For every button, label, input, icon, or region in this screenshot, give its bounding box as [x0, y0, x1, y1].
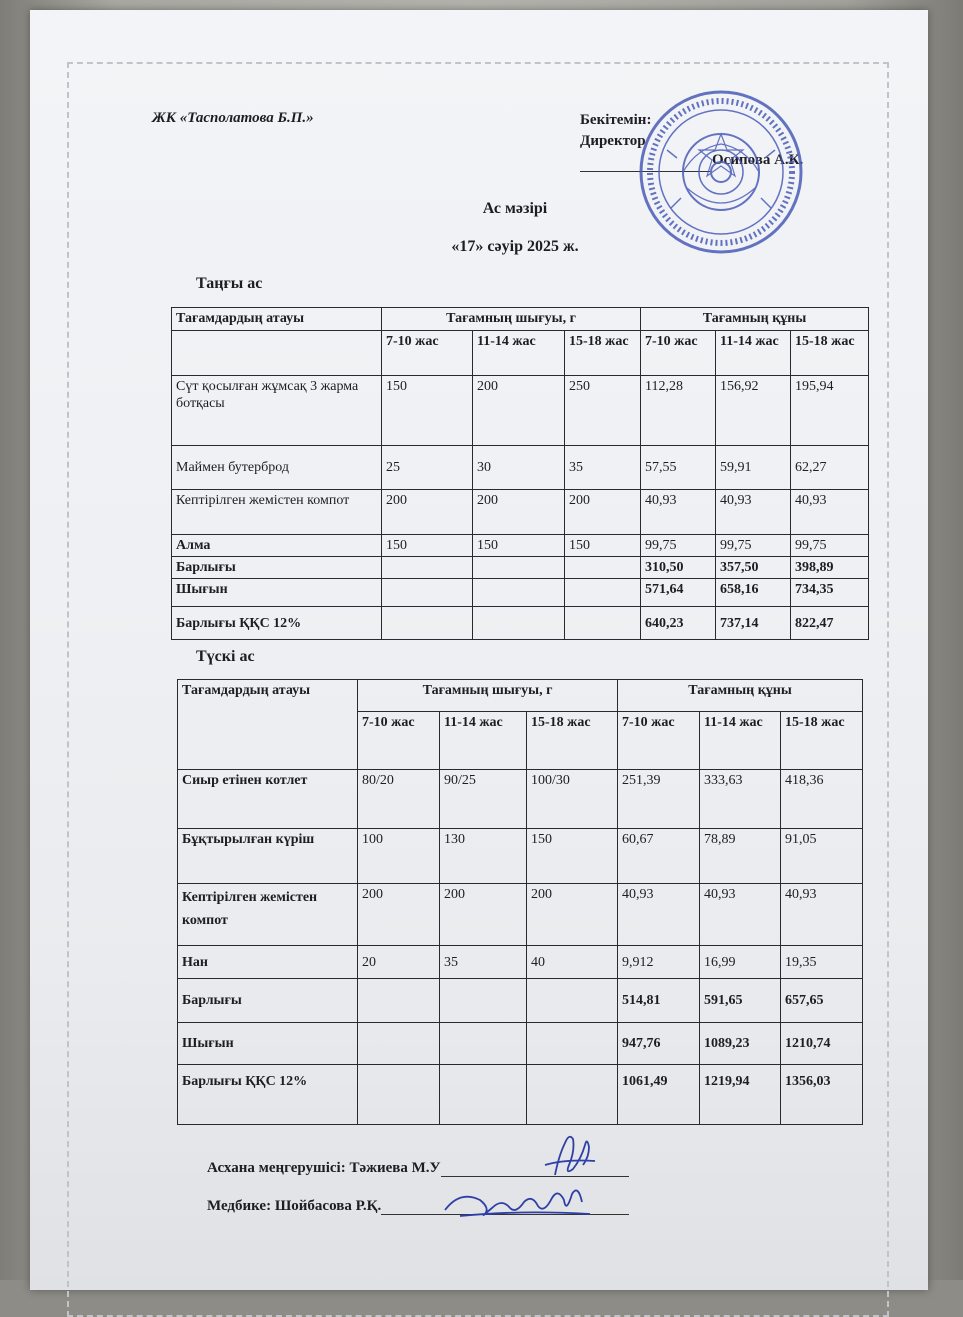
total-vat-label: Барлығы ҚҚС 12%: [172, 607, 382, 640]
dish-name: Нан: [178, 946, 358, 979]
age-header: 11-14 жас: [700, 712, 781, 770]
cell-value: 62,27: [791, 446, 869, 490]
cell-value: 99,75: [641, 535, 716, 557]
cell-value: 130: [440, 829, 527, 884]
col-header-name: Тағамдардың атауы: [178, 680, 358, 770]
cell-value: 822,47: [791, 607, 869, 640]
table-row: [178, 979, 863, 1023]
cell-value: [473, 557, 565, 579]
age-header: 7-10 жас: [641, 331, 716, 376]
cell-value: [527, 1023, 618, 1065]
cell-value: 150: [527, 829, 618, 884]
expense-label: Шығын: [172, 579, 382, 607]
dish-name: Маймен бутерброд: [172, 446, 382, 490]
dish-name: Бұқтырылған күріш: [178, 829, 358, 884]
cell-value: 1089,23: [700, 1023, 781, 1065]
cell-value: 90/25: [440, 770, 527, 829]
cell-value: 640,23: [641, 607, 716, 640]
cell-value: 40,93: [641, 490, 716, 535]
director-name: Осипова А.К.: [712, 152, 804, 168]
cell-value: 418,36: [781, 770, 863, 829]
cell-value: 156,92: [716, 376, 791, 446]
official-stamp: [637, 88, 805, 256]
cell-value: [358, 1023, 440, 1065]
age-header: 15-18 жас: [791, 331, 869, 376]
cell-value: 60,67: [618, 829, 700, 884]
cell-value: 947,76: [618, 1023, 700, 1065]
table-row: [172, 376, 869, 446]
cell-value: 200: [382, 490, 473, 535]
nurse-label: Медбике: Шойбасова Р.Қ.: [207, 1198, 382, 1214]
cell-value: 40: [527, 946, 618, 979]
table-row: [178, 946, 863, 979]
cell-value: [527, 1065, 618, 1125]
cell-value: [382, 607, 473, 640]
col-header-cost: Тағамның құны: [641, 308, 869, 331]
age-header: 11-14 жас: [440, 712, 527, 770]
cell-value: 99,75: [716, 535, 791, 557]
cell-value: 1061,49: [618, 1065, 700, 1125]
cell-value: 200: [565, 490, 641, 535]
cell-value: 398,89: [791, 557, 869, 579]
age-header: 11-14 жас: [473, 331, 565, 376]
cell-value: 657,65: [781, 979, 863, 1023]
cell-value: 250: [565, 376, 641, 446]
table-row: [172, 535, 869, 557]
age-header: 15-18 жас: [565, 331, 641, 376]
cell-value: [440, 1023, 527, 1065]
table-row: [178, 829, 863, 884]
cell-value: 734,35: [791, 579, 869, 607]
cell-value: 40,93: [791, 490, 869, 535]
menu-date: «17» сәуір 2025 ж.: [451, 238, 579, 255]
cell-value: 737,14: [716, 607, 791, 640]
col-header-yield: Тағамның шығуы, г: [358, 680, 618, 712]
table-row: [178, 770, 863, 829]
cell-value: 99,75: [791, 535, 869, 557]
cell-value: 35: [440, 946, 527, 979]
cell-value: [358, 1065, 440, 1125]
lunch-section-title: Түскі ас: [196, 648, 255, 665]
breakfast-section-title: Таңғы ас: [196, 275, 263, 292]
cell-value: 591,65: [700, 979, 781, 1023]
cell-value: [565, 557, 641, 579]
cell-value: 251,39: [618, 770, 700, 829]
cell-value: 1219,94: [700, 1065, 781, 1125]
total-label: Барлығы: [178, 979, 358, 1023]
canteen-head-label: Асхана меңгерушісі: Тәжиева М.У: [207, 1160, 441, 1176]
cell-value: [382, 579, 473, 607]
table-row: [172, 446, 869, 490]
cell-value: 20: [358, 946, 440, 979]
cell-value: [440, 979, 527, 1023]
cell-value: 25: [382, 446, 473, 490]
cell-value: 200: [440, 884, 527, 946]
cell-value: 59,91: [716, 446, 791, 490]
table-row: [178, 884, 863, 946]
cell-value: [473, 607, 565, 640]
dish-name: Сүт қосылған жұмсақ 3 жарма ботқасы: [172, 376, 382, 446]
table-row: [178, 1065, 863, 1125]
lunch-table: [177, 679, 863, 1125]
cell-value: 514,81: [618, 979, 700, 1023]
expense-label: Шығын: [178, 1023, 358, 1065]
cell-value: 30: [473, 446, 565, 490]
total-label: Барлығы: [172, 557, 382, 579]
age-header: 15-18 жас: [527, 712, 618, 770]
cell-value: 333,63: [700, 770, 781, 829]
dish-name: Алма: [172, 535, 382, 557]
cell-value: [473, 579, 565, 607]
menu-title: Ас мәзірі: [482, 200, 548, 217]
total-vat-label: Барлығы ҚҚС 12%: [178, 1065, 358, 1125]
age-header: 15-18 жас: [781, 712, 863, 770]
cell-value: [565, 607, 641, 640]
table-row: [172, 607, 869, 640]
table-row: [172, 557, 869, 579]
col-header-yield: Тағамның шығуы, г: [382, 308, 641, 331]
cell-value: 112,28: [641, 376, 716, 446]
table-row: [172, 490, 869, 535]
dish-name: Кептірілген жемістен компот: [178, 884, 358, 946]
cell-value: 571,64: [641, 579, 716, 607]
table-row: [172, 579, 869, 607]
cell-value: 80/20: [358, 770, 440, 829]
cell-value: 40,93: [700, 884, 781, 946]
cell-value: 40,93: [781, 884, 863, 946]
cell-value: 35: [565, 446, 641, 490]
col-header-name: Тағамдардың атауы: [172, 308, 382, 331]
cell-value: 200: [473, 376, 565, 446]
age-header: 7-10 жас: [618, 712, 700, 770]
cell-value: 91,05: [781, 829, 863, 884]
cell-value: 150: [473, 535, 565, 557]
director-label: Директор: [580, 133, 646, 149]
cell-value: 200: [358, 884, 440, 946]
cell-value: 9,912: [618, 946, 700, 979]
cell-value: 100/30: [527, 770, 618, 829]
cell-value: 57,55: [641, 446, 716, 490]
cell-value: 200: [527, 884, 618, 946]
cell-value: 19,35: [781, 946, 863, 979]
cell-value: 310,50: [641, 557, 716, 579]
breakfast-table: [171, 307, 869, 640]
cell-value: 195,94: [791, 376, 869, 446]
cell-value: 100: [358, 829, 440, 884]
nurse-signature: [440, 1180, 600, 1225]
cell-value: [527, 979, 618, 1023]
dish-name: Кептірілген жемістен компот: [172, 490, 382, 535]
cell-value: 1210,74: [781, 1023, 863, 1065]
approve-label: Бекітемін:: [580, 112, 652, 128]
empty-header-cell: [172, 331, 382, 376]
cell-value: [382, 557, 473, 579]
cell-value: 40,93: [716, 490, 791, 535]
cell-value: 40,93: [618, 884, 700, 946]
cell-value: 78,89: [700, 829, 781, 884]
age-header: 7-10 жас: [382, 331, 473, 376]
organization-name: ЖК «Тасполатова Б.П.»: [152, 110, 314, 126]
cell-value: 357,50: [716, 557, 791, 579]
table-row: [178, 1023, 863, 1065]
cell-value: 150: [382, 535, 473, 557]
cell-value: [358, 979, 440, 1023]
cell-value: 16,99: [700, 946, 781, 979]
cell-value: [440, 1065, 527, 1125]
cell-value: [565, 579, 641, 607]
cell-value: 150: [382, 376, 473, 446]
cell-value: 200: [473, 490, 565, 535]
age-header: 11-14 жас: [716, 331, 791, 376]
dish-name: Сиыр етінен котлет: [178, 770, 358, 829]
cell-value: 150: [565, 535, 641, 557]
cell-value: 658,16: [716, 579, 791, 607]
cell-value: 1356,03: [781, 1065, 863, 1125]
canteen-head-signature: [535, 1125, 605, 1185]
col-header-cost: Тағамның құны: [618, 680, 863, 712]
age-header: 7-10 жас: [358, 712, 440, 770]
